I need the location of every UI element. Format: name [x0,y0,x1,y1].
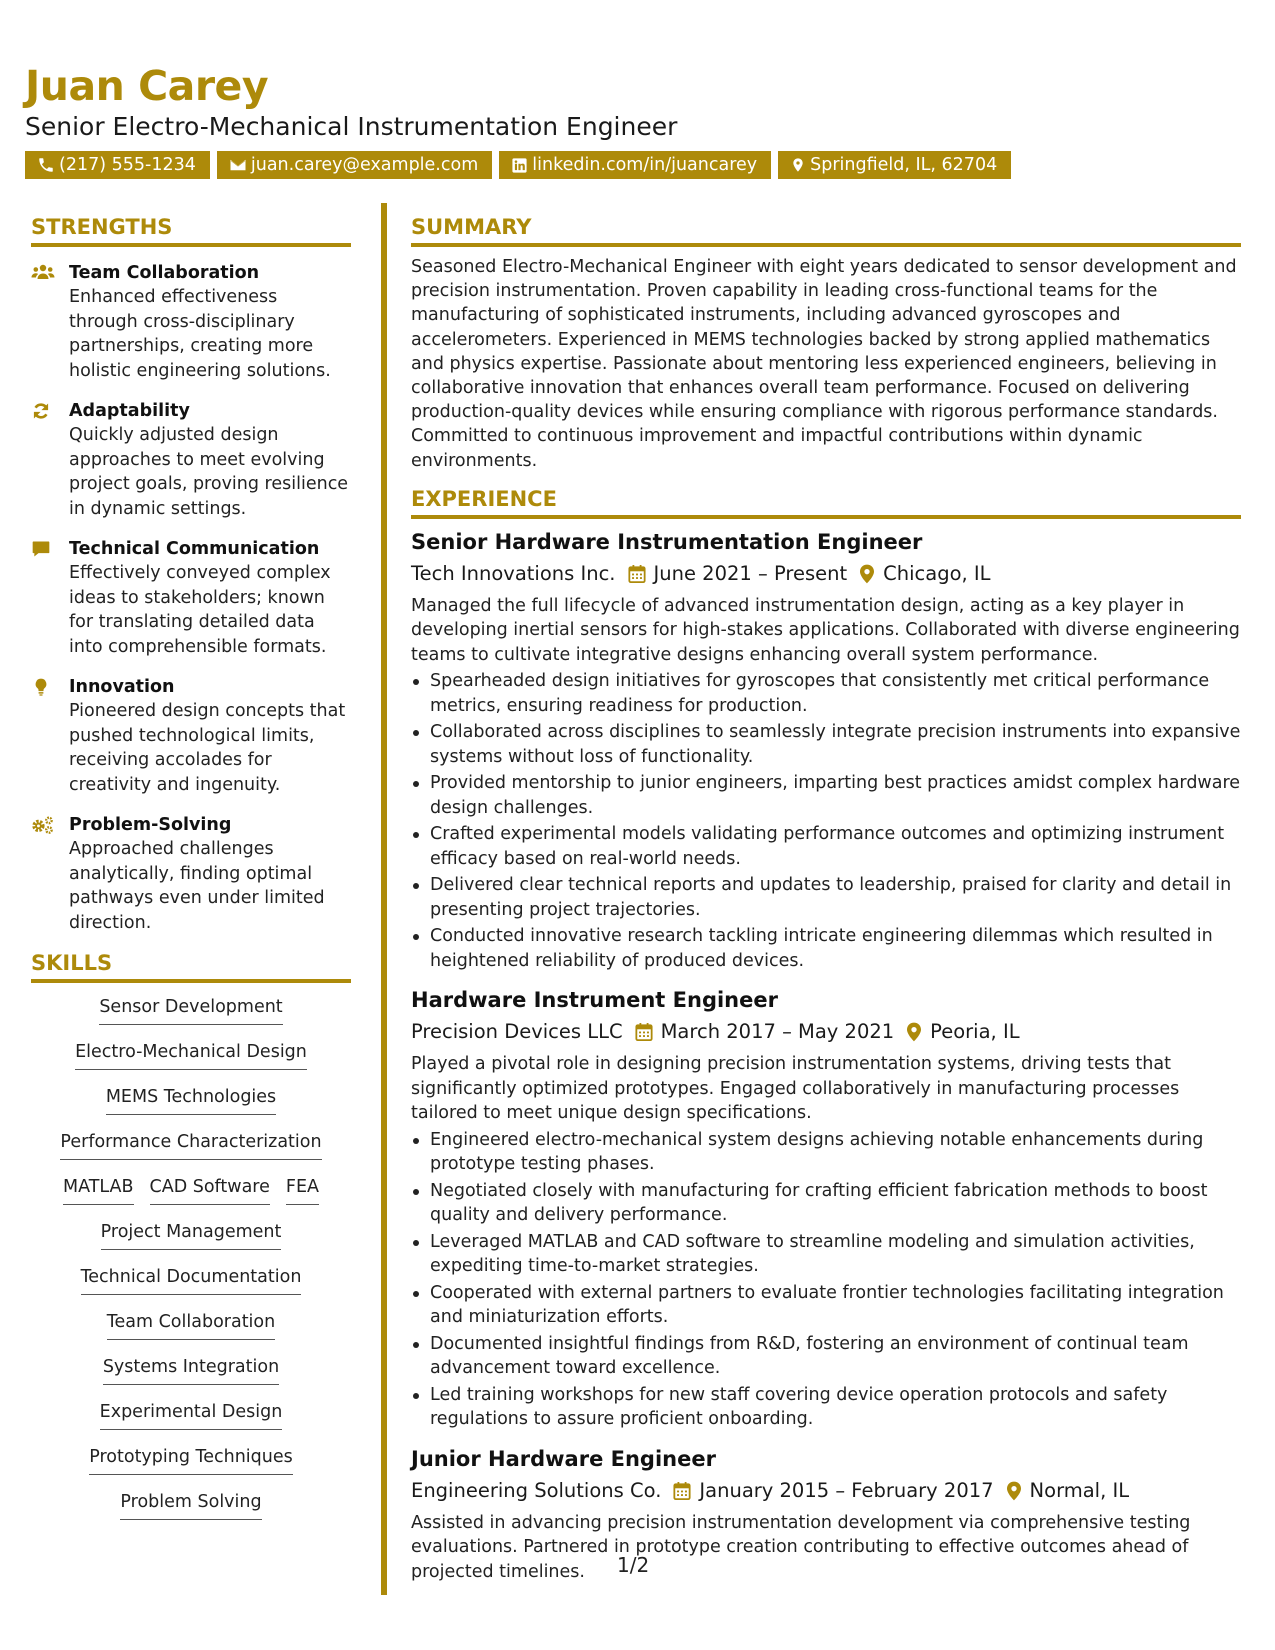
skill-tag: Performance Characterization [60,1130,321,1160]
users-icon [31,263,55,281]
contact-location-text: Springfield, IL, 62704 [810,155,998,175]
experience-heading: EXPERIENCE [411,487,1241,519]
job-entry [411,1444,1241,1585]
contact-bar [25,151,1011,179]
strengths-list [31,261,351,935]
calendar-icon [635,1022,653,1042]
job-bullet: Conducted innovative research tackling intricate engineering dilemmas which resulted in heightened reliability of produced devices. [411,924,1241,973]
calendar-icon [673,1481,691,1501]
strength-desc: Approached challenges analytically, finding optimal pathways even under limited direction. [69,839,325,933]
job-bullets [411,669,1241,973]
column-divider [381,203,387,1595]
job-bullet: Provided mentorship to junior engineers, imparting best practices amidst complex hardware design challenges. [411,771,1241,820]
job-bullet: Cooperated with external partners to evaluate frontier technologies facilitating integration and miniaturization efforts. [411,1281,1241,1330]
envelope-icon [229,156,247,174]
comment-icon [31,539,51,559]
job-bullet: Led training workshops for new staff covering device operation protocols and safety regulations to assure proficient onboarding. [411,1383,1241,1432]
map-marker-icon [859,564,875,584]
job-location: Chicago, IL [883,561,991,585]
contact-linkedin[interactable] [499,151,771,179]
strength-item [31,537,351,659]
strength-title: Problem-Solving [69,815,232,835]
skill-tag: CAD Software [150,1175,270,1205]
job-title: Senior Hardware Instrumentation Engineer [411,529,923,554]
skill-tag: Problem Solving [120,1490,261,1520]
job-bullet: Collaborated across disciplines to seamlessly integrate precision instruments into expansive systems without loss of functionality. [411,720,1241,769]
map-marker-icon [906,1022,922,1042]
contact-email[interactable] [217,151,492,179]
job-company: Tech Innovations Inc. [411,561,616,585]
job-meta [411,1476,1241,1506]
job-title: Hardware Instrument Engineer [411,988,778,1013]
job-description: Played a pivotal role in designing precision instrumentation systems, driving tests that significantly optimized prototypes. Engaged collaboratively in manufacturing processes tailored to meet unique design specifications. [411,1054,1180,1124]
job-bullet: Negotiated closely with manufacturing for crafting efficient fabrication methods to boost quality and delivery performance. [411,1179,1241,1228]
cogs-icon [31,815,55,835]
job-location: Peoria, IL [930,1020,1020,1044]
strength-desc: Pioneered design concepts that pushed technological limits, receiving accolades for creativity and ingenuity. [69,701,346,795]
strength-title: Adaptability [69,401,190,421]
job-bullet: Documented insightful findings from R&D, fostering an environment of continual team advancement toward excellence. [411,1332,1241,1381]
sync-icon [31,401,51,421]
skill-tag: FEA [286,1175,319,1205]
left-column [31,215,351,1535]
right-column [411,215,1241,1584]
contact-location[interactable] [778,151,1011,179]
skill-tag: Experimental Design [100,1400,283,1430]
skill-tag: Systems Integration [103,1355,279,1385]
strength-title: Innovation [69,677,175,697]
strength-desc: Quickly adjusted design approaches to meet evolving project goals, proving resilience in dynamic settings. [69,425,349,519]
job-company: Precision Devices LLC [411,1020,623,1044]
candidate-name: Juan Carey [25,62,269,110]
strength-desc: Enhanced effectiveness through cross-disciplinary partnerships, creating more holistic engineering solutions. [69,287,331,381]
strength-title: Team Collaboration [69,263,260,283]
job-dates: March 2017 – May 2021 [660,1020,895,1044]
calendar-icon [628,564,646,584]
location-pin-icon [790,156,806,174]
lightbulb-icon [31,677,51,697]
job-title: Junior Hardware Engineer [411,1446,716,1471]
job-description: Assisted in advancing precision instrumentation development via comprehensive testing evaluations. Partnered in prototype creation contributing to effective outcomes ahead of projected timelines. [411,1512,1191,1582]
job-bullet: Crafted experimental models validating performance outcomes and optimizing instrument efficacy based on real-world needs. [411,822,1241,871]
job-bullet: Leveraged MATLAB and CAD software to streamline modeling and simulation activities, expediting time-to-market strategies. [411,1230,1241,1279]
skill-tag: Electro-Mechanical Design [75,1040,307,1070]
skills-heading: SKILLS [31,951,351,983]
job-bullet: Delivered clear technical reports and updates to leadership, praised for clarity and detail in presenting project trajectories. [411,873,1241,922]
strengths-heading: STRENGTHS [31,215,351,247]
contact-phone[interactable] [25,151,210,179]
job-location: Normal, IL [1029,1478,1130,1502]
job-description: Managed the full lifecycle of advanced instrumentation design, acting as a key player in developing inertial sensors for high-stakes applications. Collaborated with diverse engineering teams to cultivate integrative designs enhancing overall system performance. [411,595,1240,665]
job-entry [411,527,1241,974]
strength-item [31,399,351,521]
summary-heading: SUMMARY [411,215,1241,247]
skill-tag: MEMS Technologies [106,1085,276,1115]
job-dates: January 2015 – February 2017 [699,1478,994,1502]
job-entry [411,985,1241,1432]
skill-tag: Prototyping Techniques [89,1445,293,1475]
strength-title: Technical Communication [69,539,320,559]
candidate-title: Senior Electro-Mechanical Instrumentation Engineer [25,112,678,141]
summary-text: Seasoned Electro-Mechanical Engineer with eight years dedicated to sensor development and precision instrumentation. Proven capability in leading cross-functional teams for the manufacturing of sophisticated instruments, including advanced gyroscopes and accelerometers. Experienced in MEMS technologies backed by strong applied mathematics and physics expertise. Passionate about mentoring less experienced engineers, believing in collaborative innovation that enhances overall team performance. Focused on delivering production-quality devices while ensuring compliance with rigorous performance standards. Committed to continuous improvement and impactful contributions within dynamic environments. [411,257,1237,471]
skill-tag: Technical Documentation [81,1265,302,1295]
strength-desc: Effectively conveyed complex ideas to stakeholders; known for translating detailed data into comprehensible formats. [69,563,331,657]
linkedin-icon [511,157,528,174]
phone-icon [37,156,55,174]
strength-item [31,675,351,797]
strength-item [31,813,351,935]
contact-phone-text: (217) 555-1234 [59,155,196,175]
job-bullet: Spearheaded design initiatives for gyroscopes that consistently met critical performance metrics, ensuring readiness for production. [411,669,1241,718]
skill-tag: Sensor Development [99,995,282,1025]
job-dates: June 2021 – Present [653,561,848,585]
contact-email-text: juan.carey@example.com [250,155,479,175]
strength-item [31,261,351,383]
job-bullet: Engineered electro-mechanical system designs achieving notable enhancements during prototype testing phases. [411,1128,1241,1177]
job-meta [411,1017,1241,1047]
skills-list [31,995,351,1520]
job-bullets [411,1128,1241,1432]
contact-linkedin-text: linkedin.com/in/juancarey [532,155,758,175]
skill-tag: Team Collaboration [107,1310,275,1340]
page-number: 1/2 [617,1553,650,1577]
job-meta [411,559,1241,589]
job-company: Engineering Solutions Co. [411,1478,662,1502]
skill-tag: MATLAB [63,1175,134,1205]
map-marker-icon [1006,1481,1022,1501]
skill-tag: Project Management [101,1220,282,1250]
